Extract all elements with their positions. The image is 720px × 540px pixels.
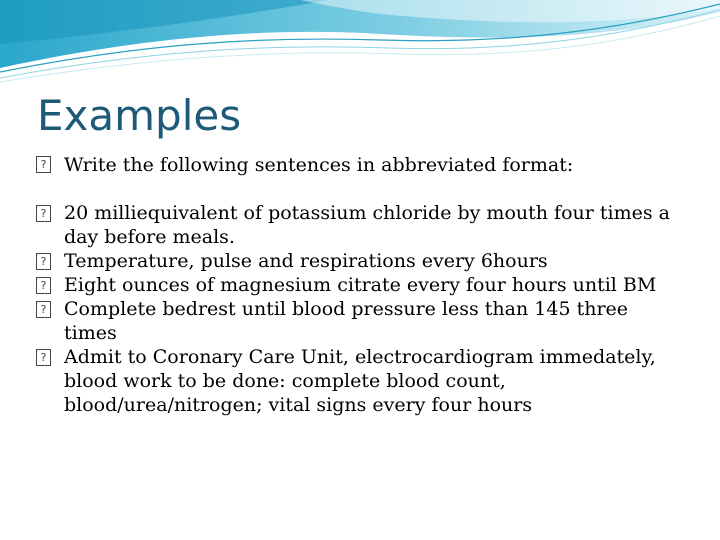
list-item xyxy=(36,201,676,249)
list-item xyxy=(36,345,676,417)
bullet-list xyxy=(36,152,676,417)
list-item-text: Admit to Coronary Care Unit, electrocardiogram immedately, blood work to be done: complete blood count, blood/urea/nitrogen; vital signs every four hours xyxy=(64,346,656,416)
list-item xyxy=(36,249,676,273)
list-item-text: 20 milliequivalent of potassium chloride by mouth four times a day before meals. xyxy=(64,202,670,248)
missing-glyph-bullet-icon xyxy=(36,301,51,318)
list-item xyxy=(36,273,676,297)
list-item xyxy=(36,297,676,345)
missing-glyph-bullet-icon xyxy=(36,349,51,366)
list-item-text: Temperature, pulse and respirations every 6hours xyxy=(64,250,548,272)
intro-text: Write the following sentences in abbreviated format: xyxy=(64,154,574,176)
list-item-text: Complete bedrest until blood pressure less than 145 three times xyxy=(64,298,629,344)
slide-title: Examples xyxy=(37,91,242,140)
missing-glyph-bullet-icon xyxy=(36,156,51,173)
list-item-text: Eight ounces of magnesium citrate every four hours until BM xyxy=(64,274,657,296)
missing-glyph-bullet-icon xyxy=(36,205,51,222)
intro-item xyxy=(36,152,676,178)
header-wave-decoration xyxy=(0,0,720,90)
missing-glyph-bullet-icon xyxy=(36,253,51,270)
missing-glyph-bullet-icon xyxy=(36,277,51,294)
spacer xyxy=(36,178,676,201)
